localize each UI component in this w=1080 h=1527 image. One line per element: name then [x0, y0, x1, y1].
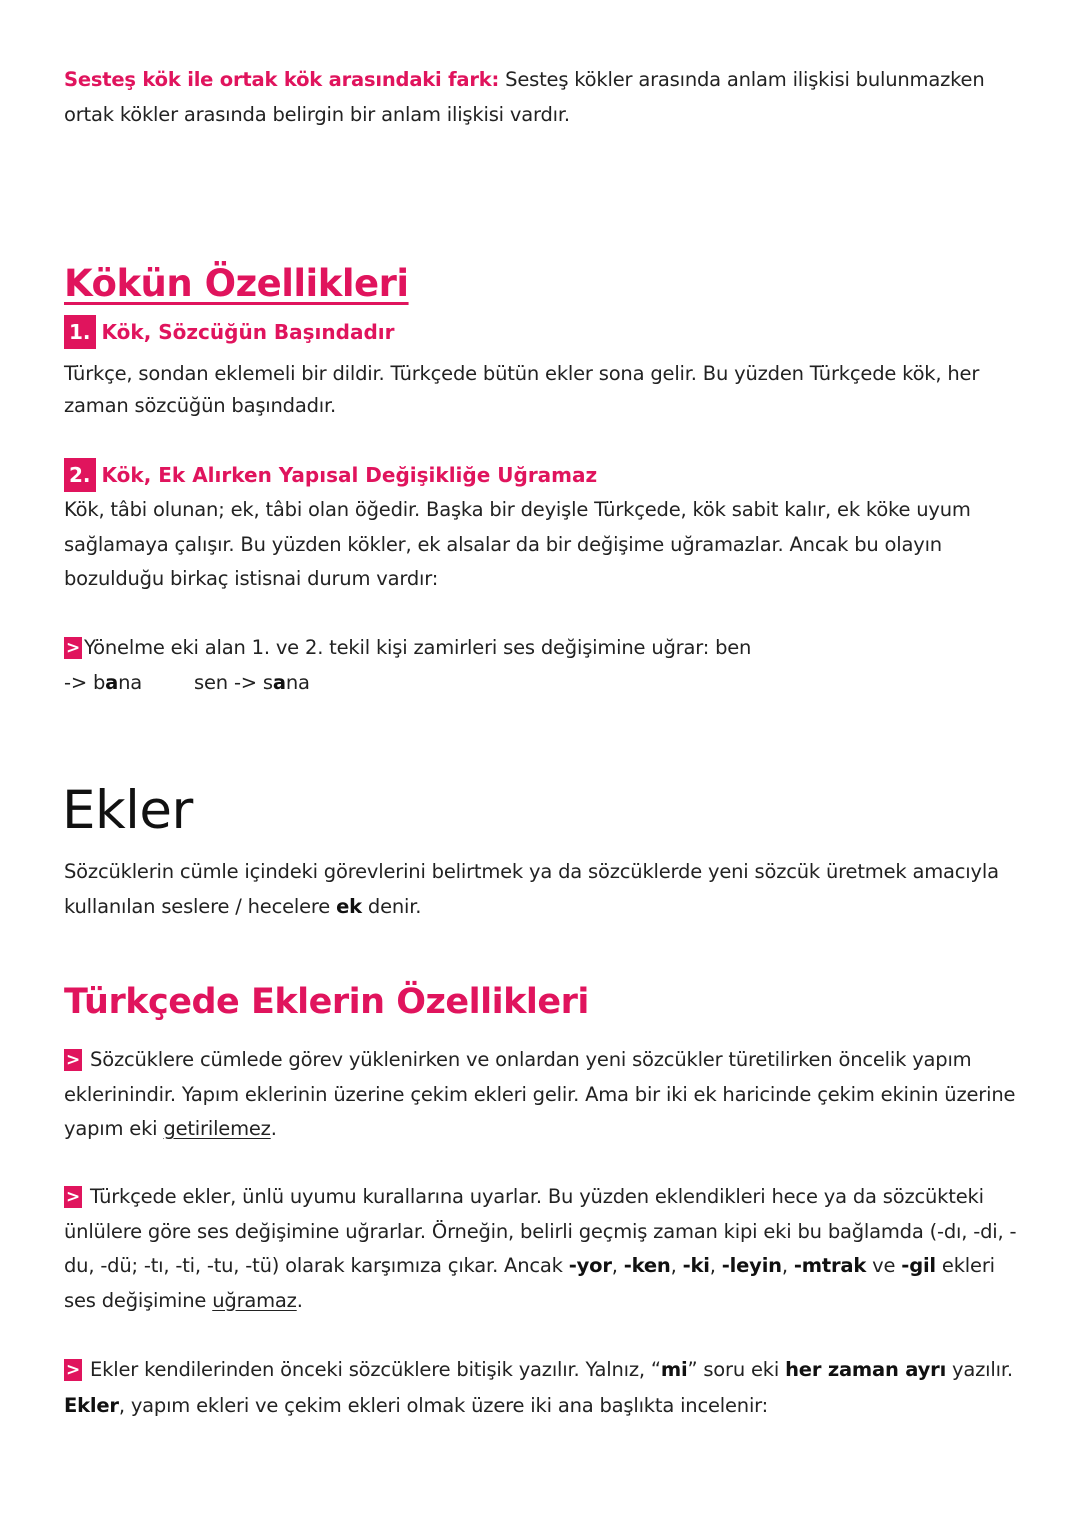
suffix-mtrak: -mtrak: [793, 1254, 867, 1277]
item2-number-badge: 2.: [64, 458, 96, 492]
item1-number-badge: 1.: [64, 315, 96, 349]
p4-text: , yapım ekleri ve çekim ekleri olmak üzere iki ana başlıkta incelenir:: [118, 1394, 769, 1417]
intro-paragraph: [64, 63, 1024, 132]
item1-title: Kök, Sözcüğün Başındadır: [101, 320, 395, 344]
p3-mid: ” soru eki: [687, 1358, 786, 1381]
bullet-paragraph-3: [64, 1352, 1024, 1424]
exception-examples: [64, 666, 1024, 701]
intro-text: Sesteş kökler arasında anlam ilişkisi bulunmazken ortak kökler arasında belirgin bir anlam ilişkisi vardır.: [64, 68, 985, 126]
example1-pre: -> b: [64, 671, 106, 694]
p1-text: Sözcüklere cümlede görev yüklenirken ve onlardan yeni sözcükler türetilirken öncelik yapım eklerinindir. Yapım eklerinin üzerine çekim ekleri gelir. Ama bir iki ek haricinde çekim ekinin üzerine yapım eki: [64, 1048, 1016, 1140]
example2: [194, 671, 310, 694]
ekler-definition: [64, 855, 1024, 924]
p2-mid: ekleri ses değişimine: [64, 1254, 995, 1312]
p2-end: .: [296, 1288, 303, 1312]
ekler-def-pre: Sözcüklerin cümle içindeki görevlerini belirtmek ya da sözcüklerde yeni sözcük üretmek amacıyla kullanılan seslere / hecelere: [64, 860, 999, 918]
section-title-ekler: Ekler: [62, 780, 193, 841]
item1-heading: [64, 315, 394, 349]
p3-end: yazılır.: [946, 1358, 1013, 1381]
p3-text: Ekler kendilerinden önceki sözcüklere bitişik yazılır. Yalnız, “: [84, 1358, 661, 1381]
p2-ve: ve: [866, 1254, 902, 1277]
arrow-marker-icon: >: [66, 1050, 81, 1070]
section-title-turkce-ekler: Türkçede Eklerin Özellikleri: [64, 982, 589, 1022]
item2-title: Kök, Ek Alırken Yapısal Değişikliğe Uğramaz: [101, 463, 598, 487]
p1-end: .: [270, 1117, 277, 1140]
exception-line: [64, 631, 1024, 666]
p4-bold: Ekler: [64, 1394, 119, 1417]
p3-bold: her zaman ayrı: [785, 1358, 947, 1381]
example1-post: na: [118, 671, 143, 694]
exception-text: Yönelme eki alan 1. ve 2. tekil kişi zamirleri ses değişimine uğrar: ben: [84, 636, 752, 659]
p1-underlined: getirilemez: [163, 1117, 271, 1140]
example1-bold: a: [105, 671, 119, 694]
p2-underlined: uğramaz: [212, 1288, 297, 1312]
arrow-marker-icon: >: [66, 1187, 81, 1207]
example2-post: na: [285, 671, 310, 694]
arrow-marker-icon: >: [66, 1360, 81, 1380]
section-title-kok-ozellikleri: Kökün Özellikleri: [64, 262, 409, 305]
item1-text: Türkçe, sondan eklemeli bir dildir. Türkçede bütün ekler sona gelir. Bu yüzden Türkçede kök, her zaman sözcüğün başındadır.: [64, 362, 980, 417]
bullet-paragraph-2: > Türkçede ekler, ünlü uyumu kurallarına uyarlar. Bu yüzden eklendikleri hece ya da sözcükteki ünlülere göre ses değişimine uğrarlar. Örneğin, belirli geçmiş zaman kipi eki bu bağlamda (-dı, -di, -du, -dü; -tı, -ti, -tu, -tü) olarak karşımıza çıkar. Ancak -yor, -ken, -ki, -leyin, -mtrak ve -gil ekleri ses değişimine uğramaz.: [64, 1185, 1017, 1312]
suffix-yor: -yor: [568, 1254, 612, 1277]
example1: [64, 671, 142, 694]
p2-text: Türkçede ekler, ünlü uyumu kurallarına uyarlar. Bu yüzden eklendikleri hece ya da sözcükteki ünlülere göre ses değişimine uğrarlar. Örneğin, belirli geçmiş zaman kipi eki bu bağlamda (-dı, -di, -du, -dü; -tı, -ti, -tu, -tü) olarak karşımıza çıkar. Ancak: [64, 1185, 1017, 1277]
example2-pre: sen -> s: [194, 671, 273, 694]
item2-text: Kök, tâbi olunan; ek, tâbi olan öğedir. Başka bir deyişle Türkçede, kök sabit kalır, ek köke uyum sağlamaya çalışır. Bu yüzden kökler, ek alsalar da bir değişime uğramazlar. Ancak bu olayın bozulduğu birkaç istisnai durum vardır:: [64, 498, 971, 590]
arrow-marker-icon: >: [66, 638, 81, 658]
bullet-paragraph-1: [64, 1043, 1024, 1147]
intro-label: Sesteş kök ile ortak kök arasındaki fark:: [64, 68, 500, 91]
p3-mi: mi: [660, 1358, 688, 1381]
suffix-ken: -ken: [623, 1254, 671, 1277]
ekler-def-post: denir.: [361, 894, 422, 918]
ekler-def-bold: ek: [336, 894, 362, 918]
suffix-leyin: -leyin: [721, 1254, 782, 1277]
example2-bold: a: [272, 671, 286, 694]
suffix-gil: -gil: [901, 1254, 936, 1277]
item2-heading: [64, 458, 597, 492]
suffix-ki: -ki: [682, 1254, 710, 1277]
